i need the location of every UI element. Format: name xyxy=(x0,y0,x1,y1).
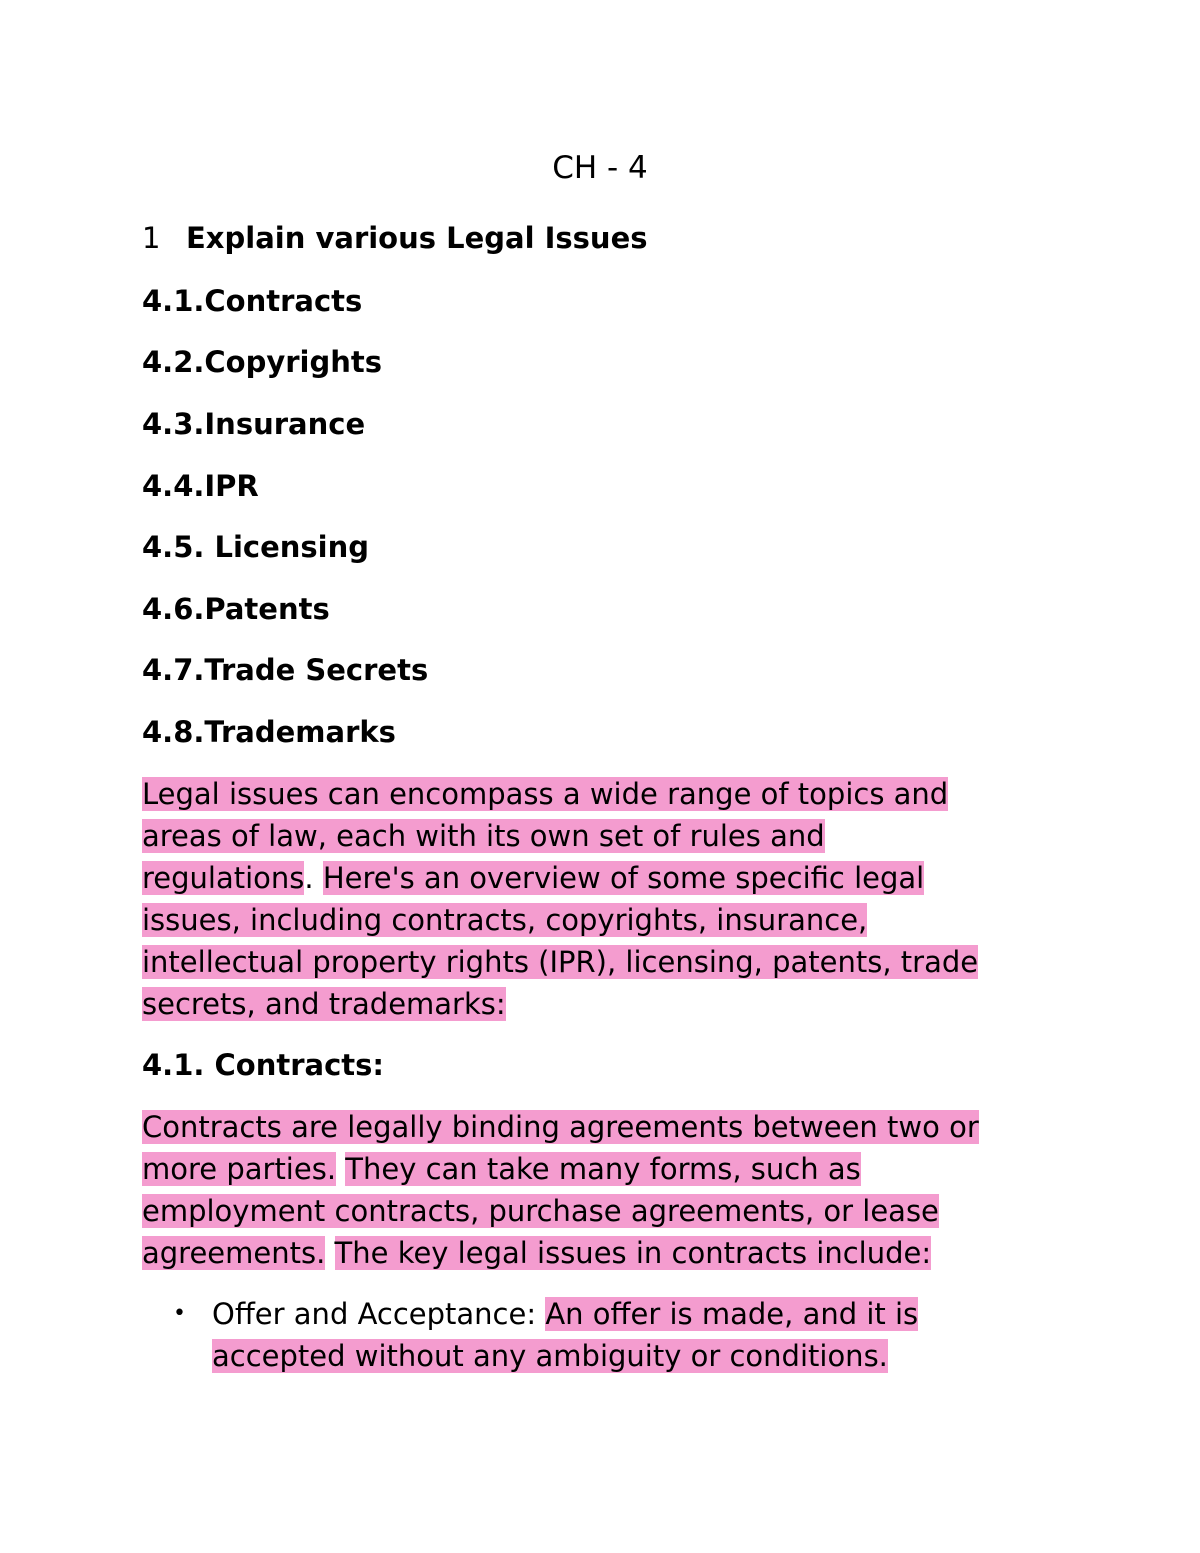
contracts-paragraph xyxy=(142,1106,1072,1274)
intro-highlight: intellectual property rights (IPR), licensing, patents, trade xyxy=(142,945,979,979)
contracts-highlight: The key legal issues in contracts include: xyxy=(334,1236,932,1270)
intro-highlight: Legal issues can encompass a wide range of topics and xyxy=(142,777,949,811)
question-heading xyxy=(142,218,648,258)
intro-highlight: issues, including contracts, copyrights, insurance, xyxy=(142,903,868,937)
intro-line-5 xyxy=(142,941,1072,983)
intro-highlight: secrets, and trademarks: xyxy=(142,987,506,1021)
bullet-line-2 xyxy=(212,1335,918,1377)
contracts-line-1 xyxy=(142,1106,1072,1148)
bullet-text xyxy=(212,1293,918,1377)
intro-line-1 xyxy=(142,773,1072,815)
contracts-plain-text xyxy=(336,1152,345,1186)
topic-item-trademarks: 4.8.Trademarks xyxy=(142,715,396,749)
topic-item-insurance: 4.3.Insurance xyxy=(142,407,366,441)
contracts-highlight: more parties. xyxy=(142,1152,337,1186)
intro-plain-text: . xyxy=(304,861,323,895)
contracts-line-2 xyxy=(142,1148,1072,1190)
topic-item-contracts: 4.1.Contracts xyxy=(142,284,363,318)
intro-highlight: regulations xyxy=(142,861,305,895)
contracts-line-3 xyxy=(142,1190,1072,1232)
contracts-highlight: They can take many forms, such as xyxy=(345,1152,861,1186)
topic-item-ipr: 4.4.IPR xyxy=(142,469,259,503)
intro-highlight: Here's an overview of some specific legal xyxy=(322,861,925,895)
intro-line-3 xyxy=(142,857,1072,899)
chapter-title: CH - 4 xyxy=(552,150,648,186)
contracts-line-4 xyxy=(142,1232,1072,1274)
contracts-highlight: Contracts are legally binding agreements between two or xyxy=(142,1110,979,1144)
intro-highlight: areas of law, each with its own set of rules and xyxy=(142,819,825,853)
section-heading-contracts: 4.1. Contracts: xyxy=(142,1048,384,1082)
question-number: 1 xyxy=(142,221,161,255)
bullet-highlight: An offer is made, and it is xyxy=(545,1297,919,1331)
topic-item-copyrights: 4.2.Copyrights xyxy=(142,345,383,379)
bullet-label: Offer and Acceptance: xyxy=(212,1297,546,1331)
intro-paragraph xyxy=(142,773,1072,1025)
contracts-highlight: employment contracts, purchase agreements, or lease xyxy=(142,1194,939,1228)
intro-line-6 xyxy=(142,983,1072,1025)
topic-item-licensing: 4.5. Licensing xyxy=(142,530,370,564)
bullet-line-1 xyxy=(212,1293,918,1335)
question-text: Explain various Legal Issues xyxy=(186,221,648,255)
intro-line-4 xyxy=(142,899,1072,941)
topic-item-trade-secrets: 4.7.Trade Secrets xyxy=(142,653,429,687)
contracts-highlight: agreements. xyxy=(142,1236,326,1270)
topic-item-patents: 4.6.Patents xyxy=(142,592,330,626)
bullet-highlight: accepted without any ambiguity or conditions. xyxy=(212,1339,888,1373)
bullet-marker: • xyxy=(173,1301,186,1326)
contracts-plain-text xyxy=(325,1236,334,1270)
intro-line-2 xyxy=(142,815,1072,857)
